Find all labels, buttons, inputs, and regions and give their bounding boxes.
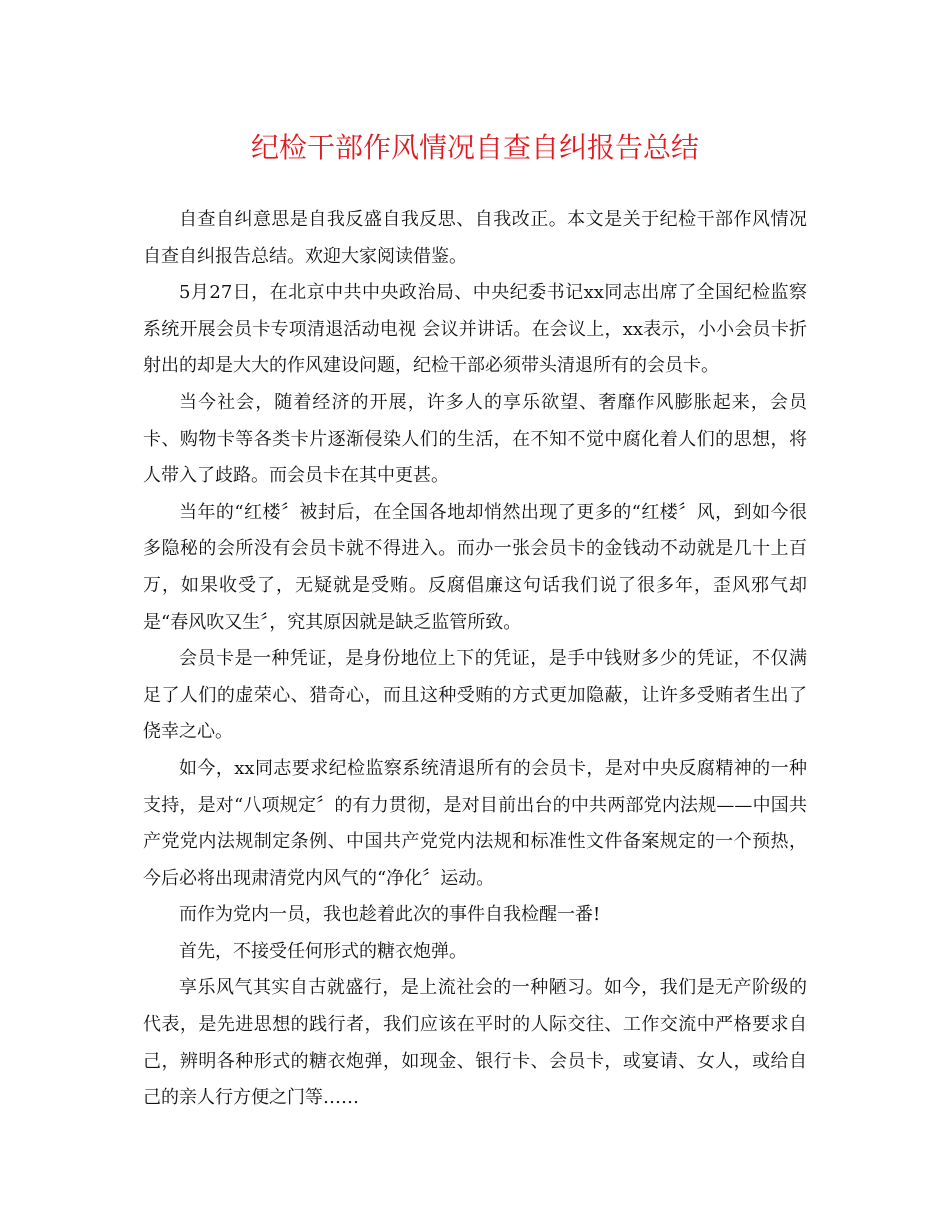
document-title: 纪检干部作风情况自查自纠报告总结 — [250, 131, 699, 164]
paragraph-intro: 自查自纠意思是自我反盛自我反思、自我改正。本文是关于纪检干部作风情况自查自纠报告总结。欢迎大家阅读借鉴。 — [143, 209, 807, 267]
paragraph-hedonism: 享乐风气其实自古就盛行，是上流社会的一种陋习。如今，我们是无产阶级的代表，是先进思想的践行者，我们应该在平时的人际交往、工作交流中严格要求自己，辨明各种形式的糖衣炮弹，如现金、银行卡、会员卡，或宴请、女人，或给自己的亲人行方便之门等…… — [143, 977, 807, 1109]
paragraph-society: 当今社会，随着经济的开展，许多人的享乐欲望、奢靡作风膨胀起来，会员卡、购物卡等各类卡片逐渐侵染人们的生活，在不知不觉中腐化着人们的思想，将人带入了歧路。而会员卡在其中更甚。 — [143, 391, 807, 487]
paragraph-self-reflection: 而作为党内一员，我也趁着此次的事件自我检醒一番! — [179, 904, 601, 926]
paragraph-voucher: 会员卡是一种凭证，是身份地位上下的凭证，是手中钱财多少的凭证，不仅满足了人们的虚荣心、猎奇心，而且这种受贿的方式更加隐蔽，让许多受贿者生出了侥幸之心。 — [143, 648, 807, 743]
paragraph-first-point: 首先，不接受任何形式的糖衣炮弹。 — [179, 940, 467, 962]
paragraph-red-mansion: 当年的“红楼〞被封后，在全国各地却悄然出现了更多的“红楼〞风，到如今很多隐秘的会所没有会员卡就不得进入。而办一张会员卡的金钱动不动就是几十上百万，如果收受了，无疑就是受贿。反腐倡廉这句话我们说了很多年，歪风邪气却是“春风吹又生〞，究其原因就是缺乏监管所致。 — [143, 501, 807, 633]
paragraph-meeting: 5月27日，在北京中共中央政治局、中央纪委书记xx同志出席了全国纪检监察系统开展会员卡专项清退活动电视 会议并讲话。在会议上，xx表示，小小会员卡折射出的却是大大的作风建设问题，纪检干部必须带头清退所有的会员卡。 — [143, 282, 807, 377]
paragraph-requirement: 如今，xx同志要求纪检监察系统清退所有的会员卡，是对中央反腐精神的一种支持，是对“八项规定〞的有力贯彻，是对目前出台的中共两部党内法规——中国共产党党内法规制定条例、中国共产党党内法规和标准性文件备案规定的一个预热，今后必将出现肃清党内风气的“净化〞运动。 — [143, 757, 807, 889]
document-body — [143, 202, 807, 1117]
